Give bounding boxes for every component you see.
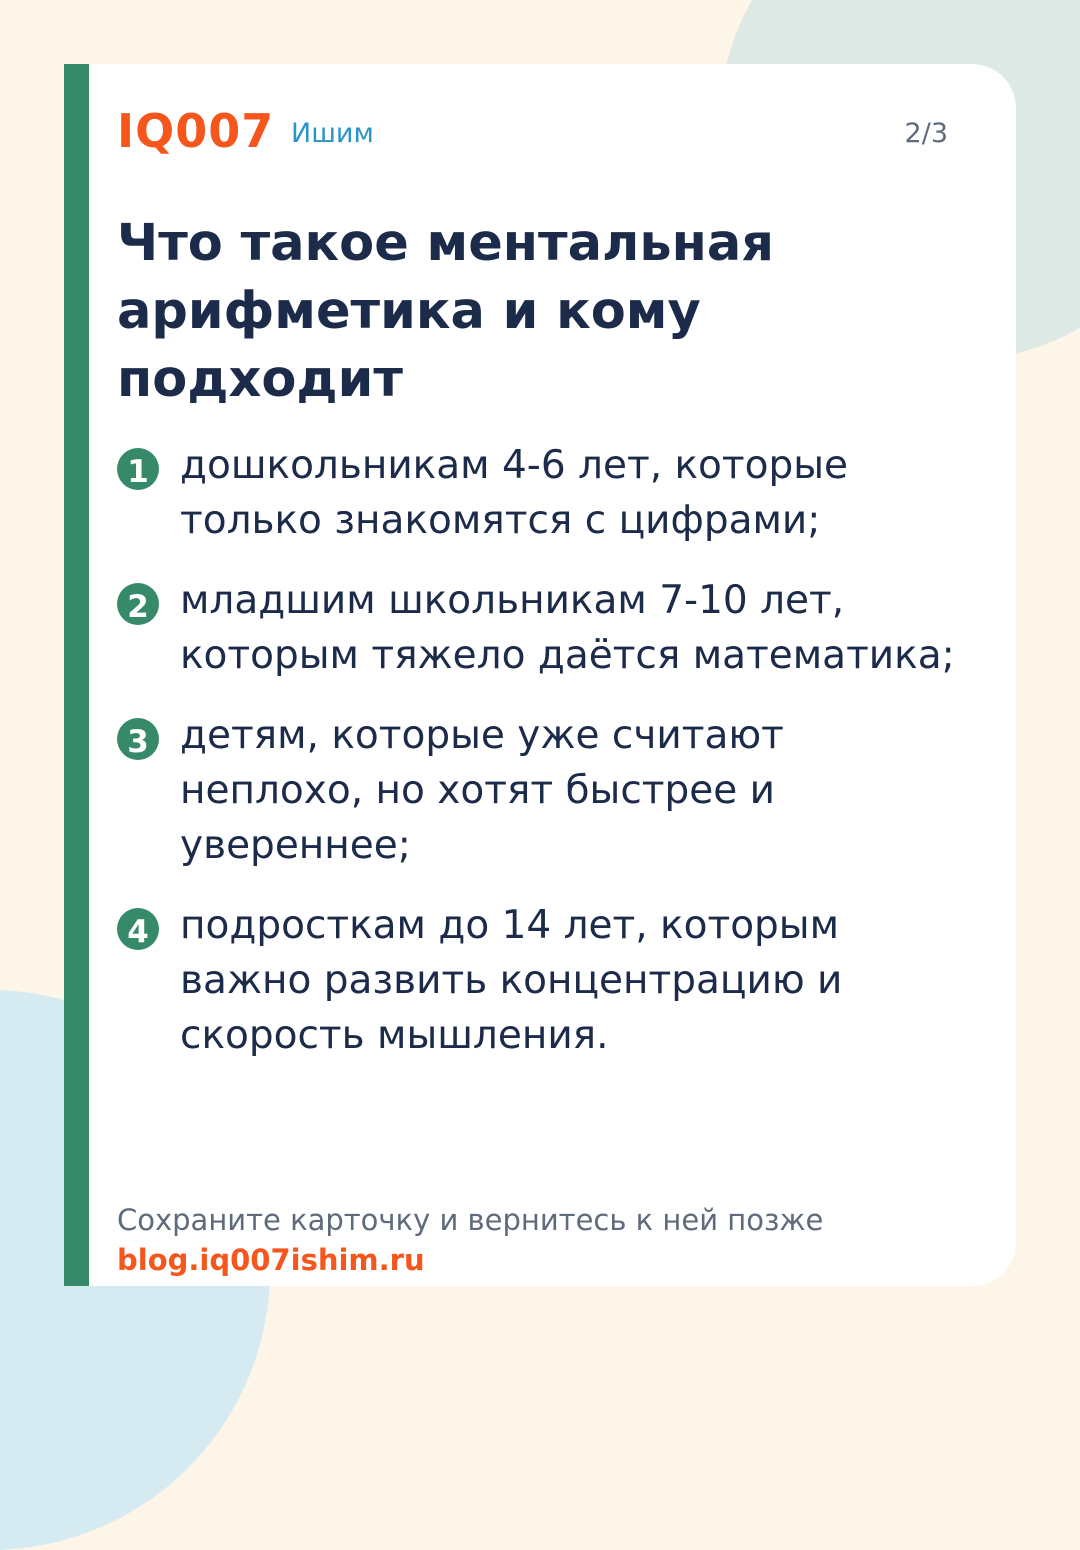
number-badge: 4 xyxy=(117,908,159,950)
save-card-note: Сохраните карточку и вернитесь к ней позже xyxy=(117,1203,824,1237)
list-item xyxy=(117,573,977,683)
list-item xyxy=(117,438,977,548)
list-item xyxy=(117,898,977,1063)
audience-list xyxy=(117,438,977,1063)
card-header xyxy=(117,100,948,164)
content-card xyxy=(64,64,1016,1286)
list-item xyxy=(117,708,977,873)
city-label: Ишим xyxy=(291,118,374,149)
number-badge: 2 xyxy=(117,583,159,625)
list-item-text: младшим школьникам 7-10 лет, которым тяжело даётся математика; xyxy=(180,578,955,678)
list-item-text: подросткам до 14 лет, которым важно развить концентрацию и скорость мышления. xyxy=(180,903,843,1058)
number-badge: 1 xyxy=(117,448,159,490)
page-counter: 2/3 xyxy=(904,118,948,149)
card-title: Что такое ментальная арифметика и кому подходит xyxy=(117,214,775,409)
list-item-text: дошкольникам 4-6 лет, которые только знакомятся с цифрами; xyxy=(180,443,849,543)
card-footer xyxy=(117,1200,823,1280)
list-item-text: детям, которые уже считают неплохо, но хотят быстрее и увереннее; xyxy=(180,713,784,868)
blog-link[interactable]: blog.iq007ishim.ru xyxy=(117,1243,425,1277)
accent-bar xyxy=(64,64,89,1286)
brand-logo-text: IQ007 xyxy=(117,104,275,158)
number-badge: 3 xyxy=(117,718,159,760)
